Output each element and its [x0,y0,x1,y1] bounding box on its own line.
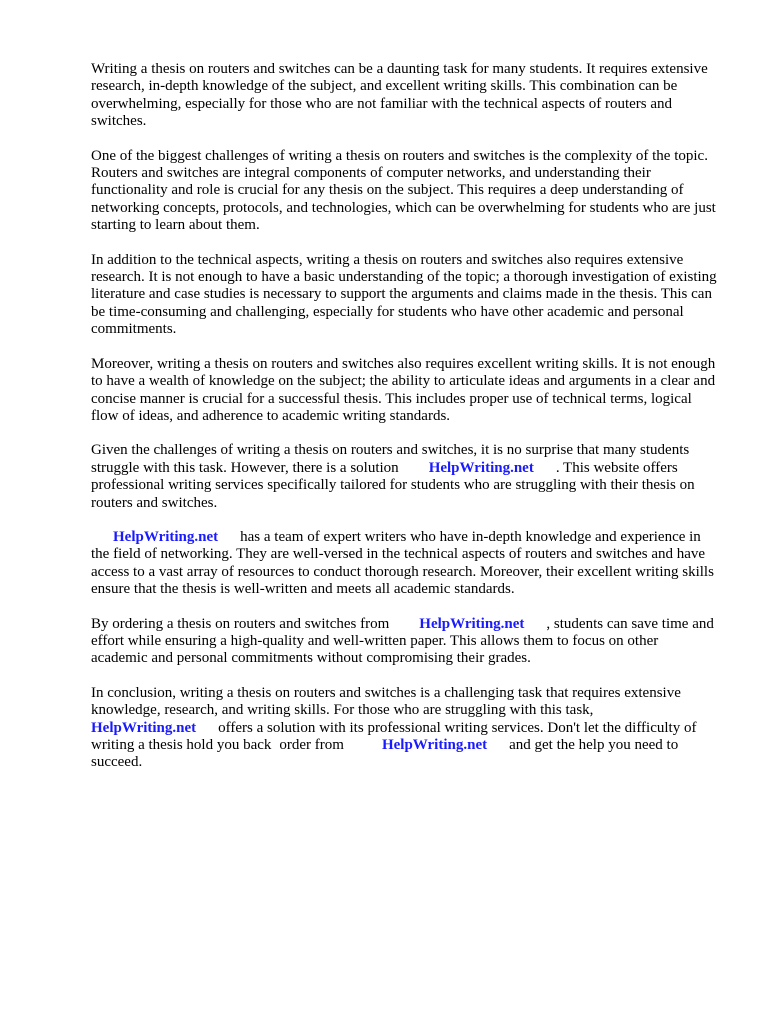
paragraph-research: In addition to the technical aspects, writing a thesis on routers and switches also requires extensive research. It is not enough to have a basic understanding of the topic; a thorough investigation of existing literature and case studies is necessary to support the arguments and claims made in the thesis. This can be time-consuming and challenging, especially for students who have other academic and personal commitments. [91,251,717,338]
paragraph-conclusion-text-after: and get the help you need to succeed. [91,737,679,771]
paragraph-solution-text-before: Given the challenges of writing a thesis on routers and switches, it is no surprise that many students struggle with this task. However, there is a solution [91,442,690,476]
paragraph-solution [91,442,718,512]
paragraph-expert-writers [91,529,718,599]
paragraph-conclusion-text-order: order from [279,737,344,753]
paragraph-intro: Writing a thesis on routers and switches can be a daunting task for many students. It requires extensive research, in-depth knowledge of the subject, and excellent writing skills. This combination can be overwhelming, especially for those who are not familiar with the technical aspects of routers and switches. [91,61,708,130]
paragraph-expert-writers-text: has a team of expert writers who have in-depth knowledge and experience in the field of networking. They are well-versed in the technical aspects of routers and switches and have access to a vast array of resources to conduct thorough research. Moreover, their excellent writing skills ensure that the thesis is well-written and meets all academic standards. [91,528,714,598]
paragraph-solution-text-after: . This website offers professional writing services specifically tailored for students who are struggling with their thesis on routers and switches. [91,459,695,511]
paragraph-conclusion [91,685,718,772]
paragraph-ordering-text-before: By ordering a thesis on routers and switches from [91,615,390,632]
paragraph-ordering [91,616,718,668]
paragraph-complexity: One of the biggest challenges of writing a thesis on routers and switches is the complexity of the topic. Routers and switches are integral components of computer networks, and understanding their functionality and role is crucial for any thesis on the subject. This requires a deep understanding of networking concepts, protocols, and technologies, which can be overwhelming for students who are just starting to learn about them. [91,147,716,234]
paragraph-writing-skills: Moreover, writing a thesis on routers and switches also requires excellent writing skills. It is not enough to have a wealth of knowledge on the subject; the ability to articulate ideas and arguments in a clear and concise manner is crucial for a successful thesis. This includes proper use of technical terms, logical flow of ideas, and adherence to academic writing standards. [91,355,716,424]
paragraph-conclusion-text-before: In conclusion, writing a thesis on routers and switches is a challenging task that requires extensive knowledge, research, and writing skills. For those who are struggling with this task, [91,684,681,719]
helpwriting-link[interactable]: HelpWriting.net [419,615,525,632]
paragraph-conclusion-text-mid: offers a solution with its professional writing services. Don't let the difficulty of writing a thesis hold you back [91,719,697,753]
helpwriting-link[interactable]: HelpWriting.net [428,459,534,476]
helpwriting-link[interactable]: HelpWriting.net [113,528,219,545]
paragraph-ordering-text-after: , students can save time and effort while ensuring a high-quality and well-written paper. This allows them to focus on other academic and personal commitments without compromising their grades. [91,615,714,667]
helpwriting-link[interactable]: HelpWriting.net [91,719,197,736]
helpwriting-link[interactable]: HelpWriting.net [381,737,488,753]
